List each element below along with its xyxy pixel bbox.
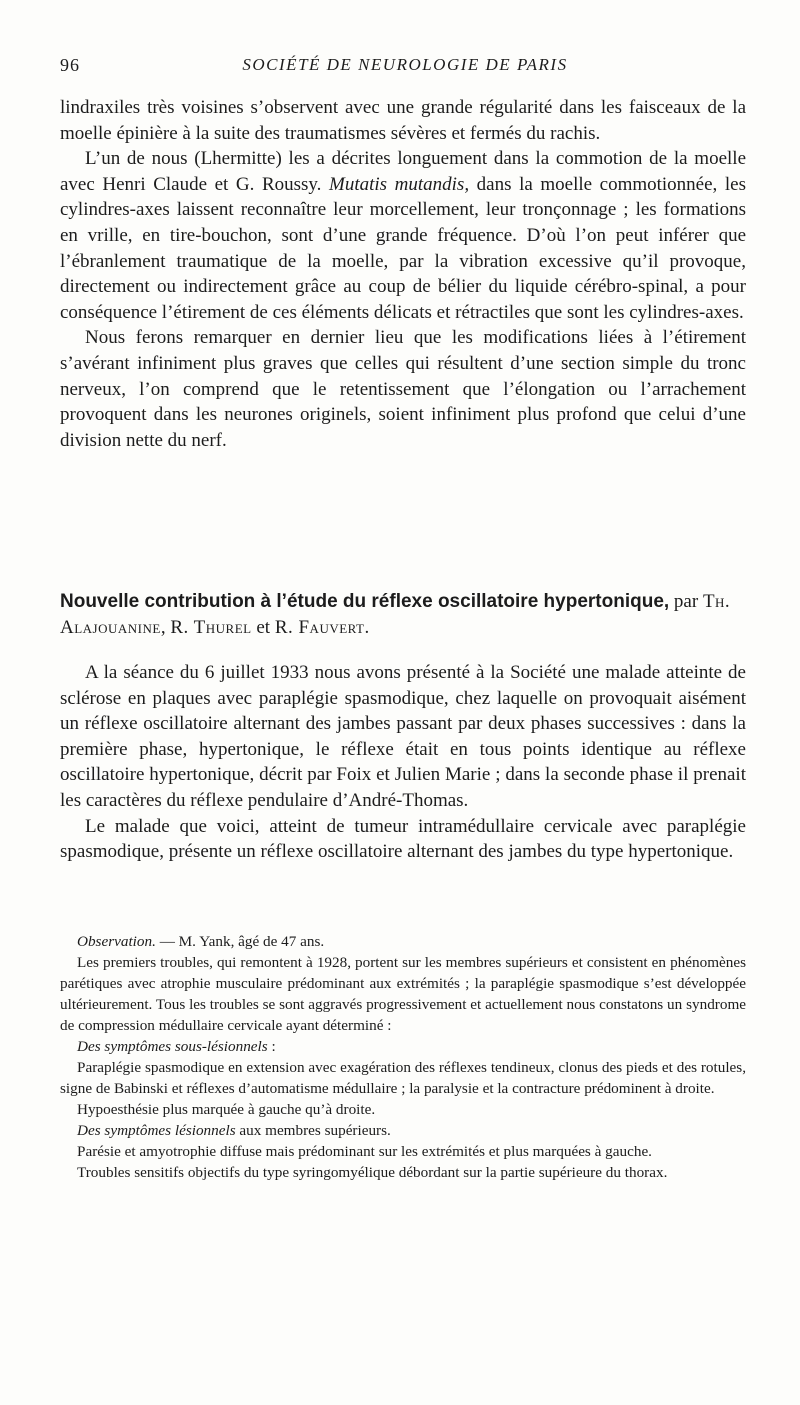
observation-label: Observation. — [77, 933, 156, 950]
article-intro — [60, 660, 746, 865]
separator: et — [251, 617, 275, 638]
paragraph — [60, 146, 746, 325]
subheading — [60, 1120, 746, 1141]
observation-section — [60, 931, 746, 1183]
text-run: L’un de nous (Lhermitte) les a décrites longuement dans la commotion de la moelle avec Henri Claude et G. Roussy. — [60, 148, 746, 195]
text-run: dans la moelle commotionnée, les cylindres-axes laissent reconnaître leur morcellement, leur tronçonnage ; les formations en vrille, en tire-bouchon, sont d’une grande fréquence. D’où l’on peut inférer que l’ébranlement traumatique de la moelle, par la vibration excessive qu’il provoque, directement ou indirectement grâce au coup de bélier du liquide cérébro-spinal, a pour conséquence l’étirement de ces éléments délicats et rétractiles que sont les cylindres-axes. — [60, 173, 746, 323]
paragraph: Troubles sensitifs objectifs du type syringomyélique débordant sur la partie supérieure du thorax. — [77, 1164, 668, 1181]
running-title: SOCIÉTÉ DE NEUROLOGIE DE PARIS — [242, 55, 568, 74]
article-heading — [60, 589, 746, 641]
italic-phrase: Mutatis mutandis, — [329, 173, 470, 195]
author: R. Fauvert — [274, 617, 365, 638]
text-run: aux membres supérieurs. — [235, 1122, 391, 1139]
colon: : — [267, 1038, 276, 1055]
paragraph: Nous ferons remarquer en dernier lieu que les modifications liées à l’étirement s’avérant infiniment plus graves que celles qui résultent d’une section simple du tronc nerveux, l’on comprend que le retentissement que l’élongation ou l’arrachement provoquent dans les neurones originels, soient infiniment plus profond que celui d’une division nette du nerf. — [60, 327, 746, 451]
observation-intro — [60, 931, 746, 952]
paragraph: Paraplégie spasmodique en extension avec exagération des réflexes tendineux, clonus des pieds et des rotules, signe de Babinski et réflexes d’automatisme médullaire ; la paralysie et la contracture prédominent à droite. — [60, 1059, 746, 1097]
paragraph: Le malade que voici, atteint de tumeur intramédullaire cervicale avec paraplégie spasmodique, présente un réflexe oscillatoire alternant des jambes du type hypertonique. — [60, 815, 746, 863]
separator: . — [364, 617, 370, 638]
paragraph: Parésie et amyotrophie diffuse mais prédominant sur les extrémités et plus marquées à gauche. — [77, 1143, 652, 1160]
author: Th. Alajouanine — [60, 591, 731, 638]
dash: — — [155, 933, 179, 950]
page-header — [60, 55, 750, 79]
separator: , — [160, 617, 171, 638]
paragraph: A la séance du 6 juillet 1933 nous avons présenté à la Société une malade atteinte de sclérose en plaques avec paraplégie spasmodique, chez laquelle on provoquait aisément un réflexe oscillatoire alternant des jambes passant par deux phases successives : dans la première phase, hypertonique, le réflexe était en tous points identique au réflexe oscillatoire hypertonique, décrit par Foix et Julien Marie ; dans la seconde phase il prenait les caractères du réflexe pendulaire d’André-Thomas. — [60, 662, 746, 811]
subheading — [60, 1036, 746, 1057]
subheading-label: Des symptômes sous-lésionnels — [77, 1038, 268, 1055]
page-number: 96 — [60, 55, 80, 75]
paragraph: Hypoesthésie plus marquée à gauche qu’à droite. — [77, 1101, 376, 1118]
subheading-label: Des symptômes lésionnels — [77, 1122, 236, 1139]
by-text: par — [669, 591, 703, 612]
article-title: Nouvelle contribution à l’étude du réflexe oscillatoire hypertonique, — [60, 591, 670, 612]
paragraph: Les premiers troubles, qui remontent à 1928, portent sur les membres supérieurs et consistent en phénomènes parétiques avec atrophie musculaire prédominant aux extrémités ; la paraplégie spasmodique s’est développée ultérieurement. Tous les troubles se sont aggravés progressivement et actuellement nous constatons un syndrome de compression médullaire cervicale ayant déterminé : — [60, 954, 746, 1034]
author: R. Thurel — [170, 617, 252, 638]
paragraph: lindraxiles très voisines s’observent avec une grande régularité dans les faisceaux de la moelle épinière à la suite des traumatismes sévères et fermés du rachis. — [60, 97, 746, 144]
continuation-text — [60, 95, 746, 453]
patient-line: M. Yank, âgé de 47 ans. — [178, 933, 325, 950]
article-title-line — [60, 589, 746, 641]
